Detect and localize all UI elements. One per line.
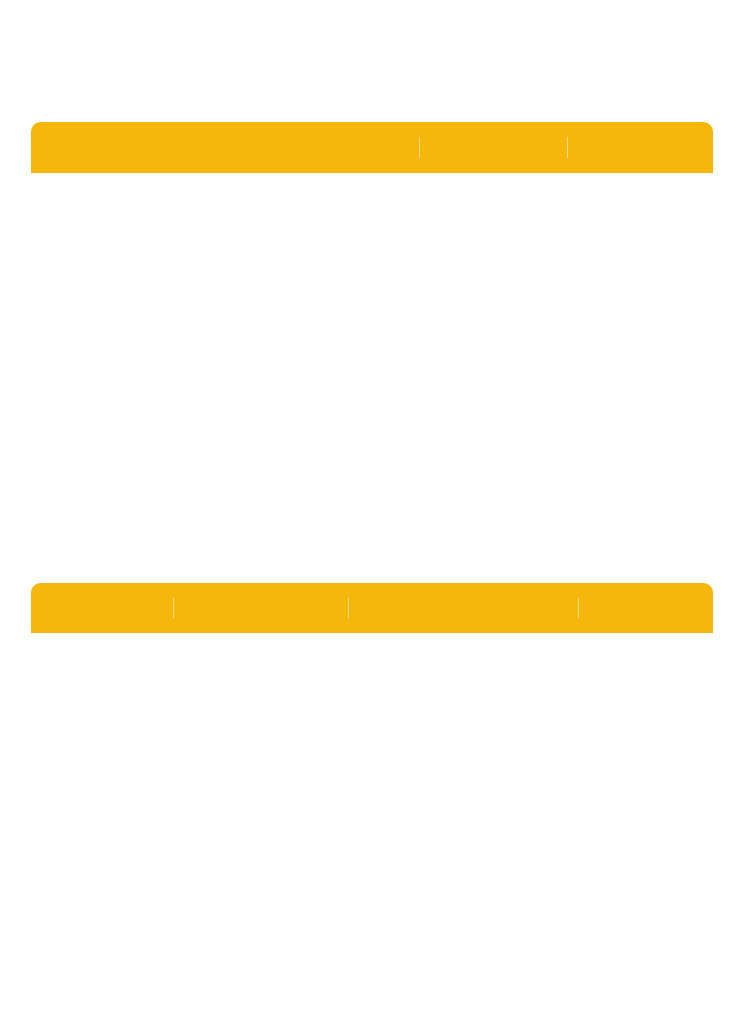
interpreter-table — [31, 122, 713, 173]
column-header — [173, 583, 348, 633]
opcode-table — [31, 583, 713, 633]
opcode-table-header — [31, 583, 713, 633]
column-header — [419, 122, 567, 173]
column-header — [348, 583, 578, 633]
interpreter-table-header — [31, 122, 713, 173]
column-header — [31, 583, 173, 633]
column-header — [578, 583, 713, 633]
column-header — [567, 122, 713, 173]
column-header — [31, 122, 419, 173]
